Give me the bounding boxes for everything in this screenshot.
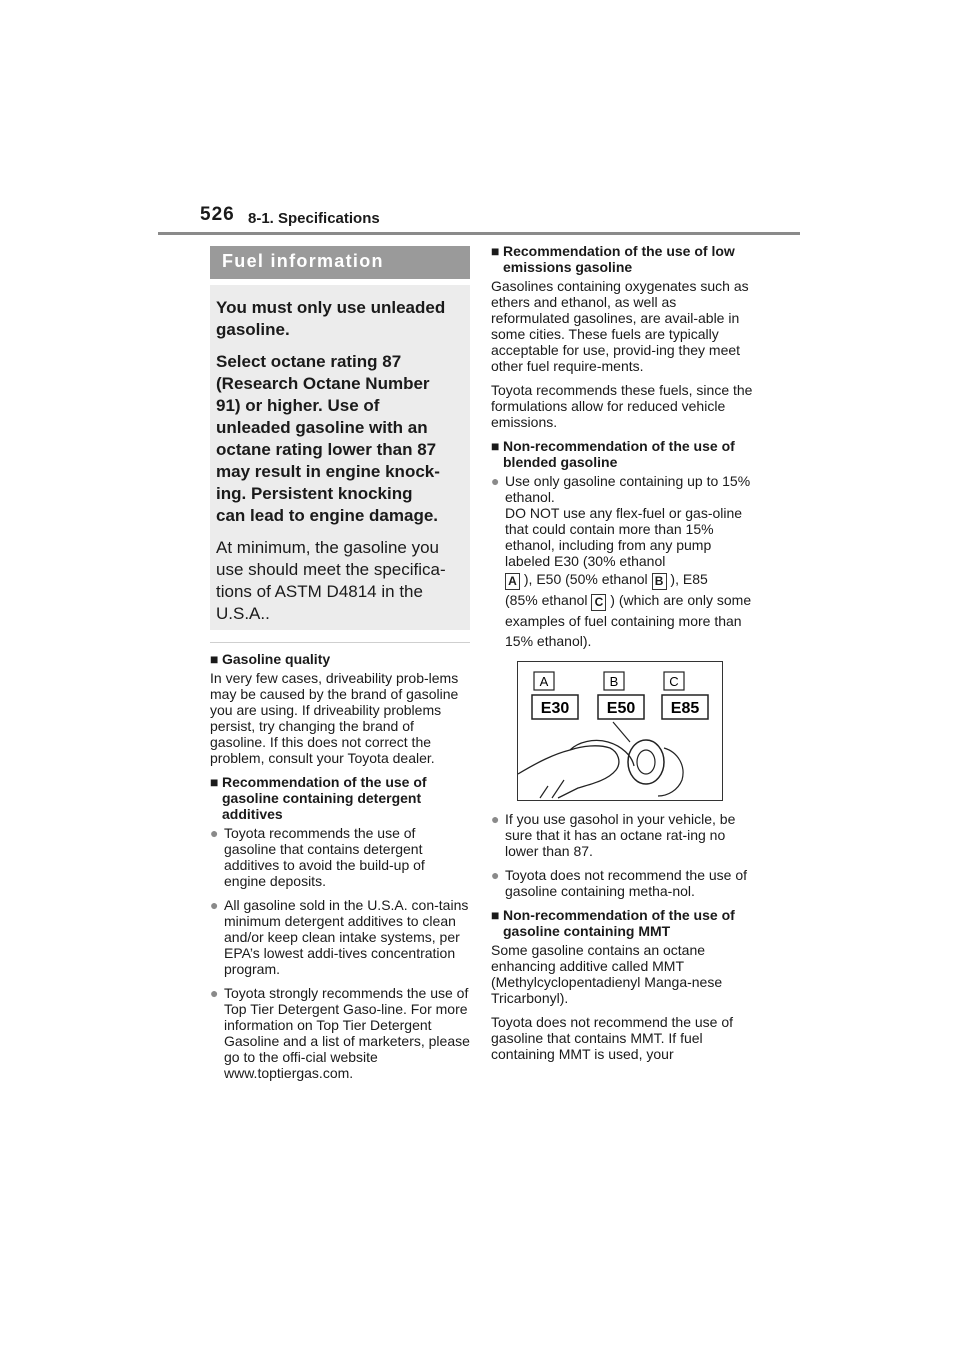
- page-number: 526: [200, 204, 235, 225]
- fuel-line: may result in engine knock-: [216, 462, 440, 481]
- heading-text: Recommendation of the use of low emissions gasoline: [503, 243, 735, 275]
- fuel-line: can lead to engine damage.: [216, 506, 439, 525]
- figure-label-b: B: [609, 674, 619, 689]
- figure-label-c: C: [669, 674, 679, 689]
- circle-bullet-icon: ●: [491, 811, 500, 827]
- fuel-info-box: [210, 285, 470, 630]
- methanol-bullet: [491, 867, 753, 899]
- fuel-line: (Research Octane Number: [216, 374, 430, 393]
- detergent-bullet: [210, 825, 470, 889]
- fuel-e85-text: E85: [670, 700, 700, 717]
- fuel-line: At minimum, the gasoline you: [216, 538, 439, 557]
- detergent-bullet: [210, 897, 470, 977]
- low-emissions-text: Gasolines containing oxygenates such as ethers and ethanol, as well as reformulated gasolines, are avail-able in some cities. These fuels are typically acceptable for use, provid-ing they meet other fuel require-ments.: [491, 278, 749, 374]
- circle-bullet-icon: ●: [210, 985, 219, 1001]
- heading-mmt: [491, 907, 753, 939]
- fuel-line: gasoline.: [216, 320, 290, 339]
- bullet-text: Toyota does not recommend the use of gasoline containing metha-nol.: [505, 867, 748, 899]
- right-column: [491, 243, 753, 1070]
- label-b-box: B: [652, 573, 667, 590]
- low-emissions-text: Toyota recommends these fuels, since the formulations allow for reduced vehicle emissions.: [491, 382, 753, 430]
- fuel-line: 91) or higher. Use of: [216, 396, 380, 415]
- square-bullet-icon: ■: [491, 907, 500, 923]
- fuel-line: ing. Persistent knocking: [216, 484, 413, 503]
- heading-gasoline-quality: [210, 651, 470, 667]
- figure-label-a: A: [539, 674, 549, 689]
- fuel-e50-text: E50: [606, 700, 636, 717]
- blended-bullet: [491, 473, 753, 651]
- mmt-text: Toyota does not recommend the use of gasoline that contains MMT. If fuel containing MMT is used, your: [491, 1014, 734, 1062]
- bullet-text: Toyota strongly recommends the use of Top Tier Detergent Gaso-line. For more information on Top Tier Detergent Gasoline and a list of marketers, please go to the offi-cial website www.toptiergas.com.: [224, 985, 470, 1081]
- bullet-text: Use only gasoline containing up to 15% ethanol.: [505, 473, 751, 505]
- section-divider: [210, 642, 470, 643]
- mmt-text: Some gasoline contains an octane enhancing additive called MMT (Methylcyclopentadienyl Manga-nese Tricarbonyl).: [491, 942, 723, 1006]
- ethanol-labels-line: [505, 590, 753, 651]
- label-a-box: A: [505, 573, 520, 590]
- bullet-text: ) (which are only some examples of fuel containing more than 15% ethanol).: [505, 592, 752, 649]
- figure-pointer-line: [613, 722, 630, 742]
- heading-low-emissions: [491, 243, 753, 275]
- fuel-line: Select octane rating 87: [216, 352, 402, 371]
- fuel-line: U.S.A..: [216, 604, 270, 623]
- square-bullet-icon: ■: [491, 438, 500, 454]
- left-column: [210, 246, 470, 1089]
- fuel-pump-figure: [517, 661, 723, 801]
- heading-text: Gasoline quality: [222, 651, 331, 667]
- circle-bullet-icon: ●: [210, 897, 219, 913]
- heading-blended: [491, 438, 753, 470]
- square-bullet-icon: ■: [210, 774, 219, 790]
- heading-text: Non-recommendation of the use of gasoline containing MMT: [503, 907, 735, 939]
- bullet-text: If you use gasohol in your vehicle, be sure that it has an octane rat-ing no lower than 87.: [505, 811, 736, 859]
- heading-text: Recommendation of the use of gasoline containing detergent additives: [222, 774, 427, 822]
- circle-bullet-icon: ●: [210, 825, 219, 841]
- bullet-text: All gasoline sold in the U.S.A. con-tains minimum detergent additives to clean and/or keep clean intake systems, per EPA’s lowest addi-tives concentration program.: [224, 897, 469, 977]
- circle-bullet-icon: ●: [491, 867, 500, 883]
- header-rule: [158, 232, 800, 235]
- square-bullet-icon: ■: [491, 243, 500, 259]
- gasoline-quality-text: In very few cases, driveability prob-lems may be caused by the brand of gasoline you are using. If driveability problems persist, try changing the brand of gasoline. If this does not correct the problem, consult your Toyota dealer.: [210, 670, 459, 766]
- bullet-text: (85% ethanol: [505, 592, 592, 608]
- page-header: [200, 200, 800, 236]
- nozzle-outline: [570, 740, 634, 766]
- fuel-line: octane rating lower than 87: [216, 440, 437, 459]
- fuel-line: use should meet the specifica-: [216, 560, 446, 579]
- hand-outline: [518, 746, 619, 798]
- fuel-filler-inner: [637, 750, 655, 774]
- gasohol-bullet: [491, 811, 753, 859]
- bullet-text: Toyota recommends the use of gasoline that contains detergent additives to avoid the build-up of engine deposits.: [224, 825, 425, 889]
- ethanol-labels-line: [505, 569, 753, 590]
- hand-fingers: [540, 780, 564, 798]
- heading-text: Non-recommendation of the use of blended gasoline: [503, 438, 735, 470]
- heading-detergent: [210, 774, 470, 822]
- fuel-info-title: Fuel information: [210, 246, 470, 279]
- bullet-text: DO NOT use any flex-fuel or gas-oline that could contain more than 15% ethanol, including from any pump labeled E30 (30% ethanol: [505, 505, 743, 569]
- fuel-nozzle-illustration: [518, 662, 722, 800]
- fuel-line: unleaded gasoline with an: [216, 418, 428, 437]
- fuel-line: You must only use unleaded: [216, 298, 446, 317]
- detergent-bullet: [210, 985, 470, 1081]
- square-bullet-icon: ■: [210, 651, 219, 667]
- fuel-e30-text: E30: [540, 700, 570, 717]
- bullet-text: ), E85: [666, 571, 708, 587]
- circle-bullet-icon: ●: [491, 473, 500, 489]
- section-title: 8-1. Specifications: [248, 210, 380, 227]
- label-c-box: C: [591, 594, 606, 611]
- fuel-line: tions of ASTM D4814 in the: [216, 582, 423, 601]
- bullet-text: ), E50 (50% ethanol: [520, 571, 652, 587]
